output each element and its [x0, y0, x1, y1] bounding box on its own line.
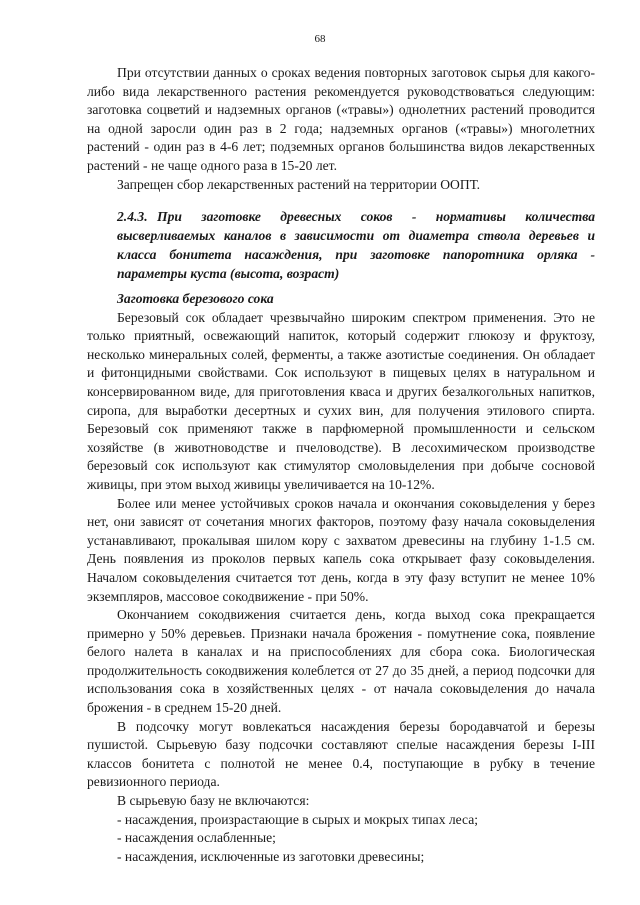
paragraph: При отсутствии данных о сроках ведения повторных заготовок сырья для какого-либо вида лекарственного растения рекомендуется руководствоваться следующим: заготовка соцветий и надземных органов («травы») однолетних растений проводится на одной заросли один раз в 2 года; надземных органов («травы») многолетних растений - один раз в 4-6 лет; подземных органов большинства видов лекарственных растений - не чаще одного раза в 15-20 лет.: [87, 65, 595, 173]
section-number: 2.4.3.: [117, 209, 148, 224]
exclusions-intro: В сырьевую базу не включаются:: [117, 793, 310, 809]
list-item: - насаждения, исключенные из заготовки древесины;: [117, 848, 425, 864]
intro-block: [87, 64, 595, 194]
subsection-block: [87, 290, 595, 866]
subsection-title: Заготовка березового сока: [117, 291, 274, 306]
paragraph: Окончанием сокодвижения считается день, когда выход сока прекращается примерно у 50% деревьев. Признаки начала брожения - помутнение сока, появление белого налета в каналах и на приспособлениях для сбора сока. Биологическая продолжительность сокодвижения колеблется от 27 до 35 дней, а период подсочки для использования сока в хозяйственных целях - от начала соковыделения до начала брожения - в среднем 15-20 дней.: [87, 607, 595, 716]
page-number: 68: [314, 33, 326, 45]
paragraph: В подсочку могут вовлекаться насаждения березы бородавчатой и березы пушистой. Сырьевую базу подсочки составляют спелые насаждения березы I-III классов бонитета с полнотой не менее 0.4, поступающие в рубку в течение ревизионного периода.: [87, 718, 595, 790]
paragraph: Более или менее устойчивых сроков начала и окончания соковыделения у берез нет, они зависят от сочетания многих факторов, поэтому фазу начала соковыделения устанавливают, прокалывая шилом кору с захватом древесины на глубину 1-1.5 см. День появления из проколов первых капель сока открывает фазу соковыделения. Началом соковыделения считается тот день, когда в эту фазу вступит не менее 10% экземпляров, массовое сокодвижение - при 50%.: [87, 495, 595, 604]
section-title: При заготовке древесных соков - нормативы количества высверливаемых каналов в зависимости от диаметра ствола деревьев и класса бонитета насаждения, при заготовке папоротника орляка - параметры куста (высота, возраст): [117, 209, 595, 281]
paragraph: Запрещен сбор лекарственных растений на территории ООПТ.: [117, 176, 481, 192]
list-item: - насаждения ослабленные;: [117, 830, 276, 846]
list-item: - насаждения, произрастающие в сырых и мокрых типах леса;: [117, 811, 479, 827]
section-heading: [117, 207, 595, 283]
paragraph: Березовый сок обладает чрезвычайно широким спектром применения. Это не только приятный, освежающий напиток, который содержит глюкозу и фруктозу, несколько минеральных солей, ферменты, а также азотистые соединения. Он обладает и фитонцидными свойствами. Сок используют в пищевых целях в натуральном и консервированном виде, для приготовления кваса и других безалкогольных напитков, сиропа, для выработки десертных и сухих вин, для получения этилового спирта. Березовый сок применяют также в парфюмерной промышленности и сельском хозяйстве (в животноводстве и пчеловодстве). В лесохимическом производстве березовый сок используют как стимулятор смоловыделения при добыче сосновой живицы, при этом выход живицы увеличивается на 10-12%.: [87, 309, 595, 492]
